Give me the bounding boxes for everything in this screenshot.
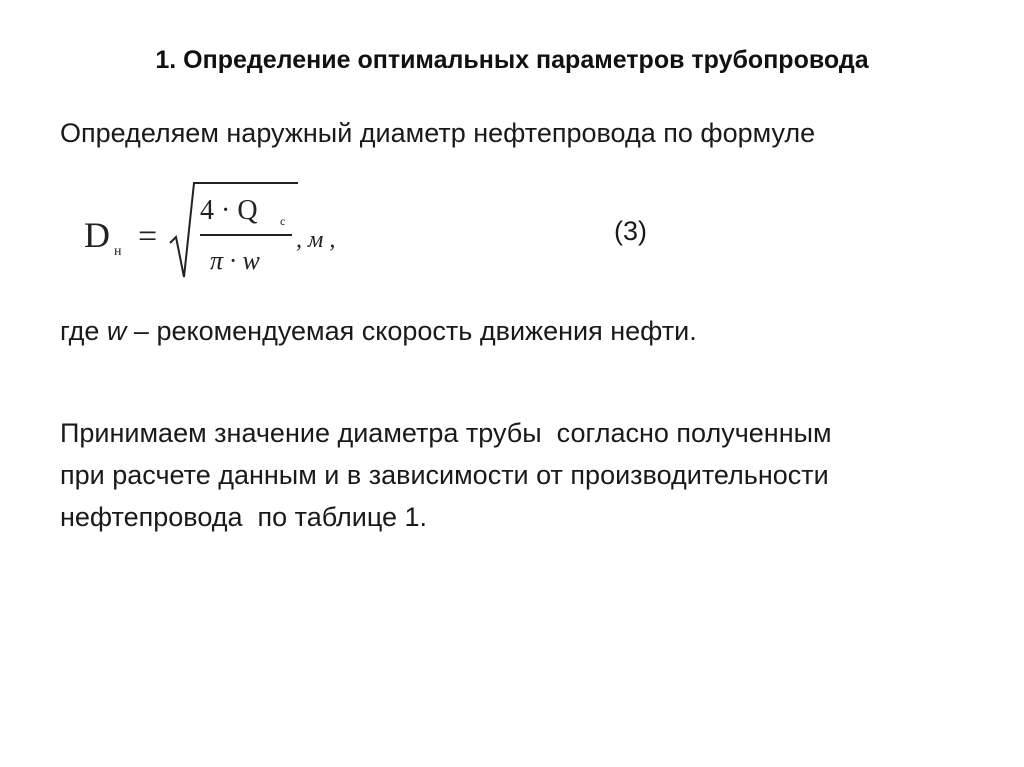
intro-text: Определяем наружный диаметр нефтепровода по формуле bbox=[60, 118, 816, 148]
paragraph-line: при расчете данным и в зависимости от производительности bbox=[60, 460, 829, 490]
formula-lhs-subscript: н bbox=[114, 244, 122, 259]
formula-graphic bbox=[80, 175, 380, 287]
where-variable: w bbox=[106, 316, 127, 346]
where-prefix: где bbox=[60, 316, 107, 346]
formula-numerator-subscript: с bbox=[280, 214, 286, 228]
where-text bbox=[60, 316, 697, 347]
formula-lhs: D bbox=[84, 215, 110, 255]
formula-unit: , м , bbox=[296, 227, 336, 253]
slide-title: 1. Определение оптимальных параметров трубопровода bbox=[155, 46, 869, 74]
paragraph-line: нефтепровода по таблице 1. bbox=[60, 502, 428, 532]
paragraph bbox=[60, 412, 980, 538]
formula-denominator: π · w bbox=[210, 246, 260, 275]
formula bbox=[80, 175, 380, 287]
formula-equals: = bbox=[138, 218, 158, 255]
paragraph-line: Принимаем значение диаметра трубы согласно полученным bbox=[60, 418, 832, 448]
where-rest: – рекомендуемая скорость движения нефти. bbox=[126, 316, 697, 346]
equation-number: (3) bbox=[614, 216, 647, 246]
formula-numerator: 4 · Q bbox=[200, 195, 258, 226]
